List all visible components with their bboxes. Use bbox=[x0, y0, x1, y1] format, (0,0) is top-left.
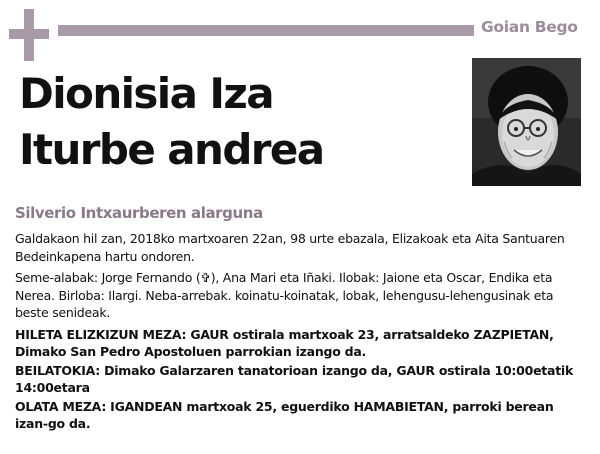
death-paragraph: Galdakaon hil zan, 2018ko martxoaren 22an, 98 urte ebazala, Elizakoak eta Aita Santuaren Bedeinkapena hartu ondoren. bbox=[15, 231, 565, 264]
portrait-photo bbox=[472, 58, 581, 186]
portrait-illustration bbox=[472, 58, 581, 186]
wake-paragraph: BEILATOKIA: Dimako Galarzaren tanatorioan izango da, GAUR ostirala 10:00etatik 14:00etara bbox=[15, 362, 574, 395]
widow-of-subtitle: Silverio Intxaurberen alarguna bbox=[15, 204, 263, 222]
deceased-name-line-2: Iturbe andrea bbox=[19, 125, 324, 174]
deceased-name bbox=[19, 66, 459, 178]
funeral-paragraph: HILETA ELIZKIZUN MEZA: GAUR ostirala martxoak 23, arratsaldeko ZAZPIETAN, Dimako San Pedro Apostoluen parrokian izango da. bbox=[15, 326, 554, 359]
brand-label: Goian Bego bbox=[481, 18, 578, 36]
cross-horizontal-bar bbox=[9, 29, 49, 39]
family-paragraph: Seme-alabak: Jorge Fernando (✞), Ana Mari eta Iñaki. Ilobak: Jaione eta Oscar, Endika eta Nerea. Birloba: Ilargi. Neba-arrebak. koinatu-koinatak, lobak, lehengusu-lehengusinak eta beste senideak. bbox=[15, 270, 554, 320]
header-rule bbox=[58, 25, 474, 36]
cross-icon bbox=[9, 9, 49, 61]
deceased-name-line-1: Dionisia Iza bbox=[19, 69, 273, 118]
announcement-body bbox=[15, 230, 587, 434]
memorial-paragraph: OLATA MEZA: IGANDEAN martxoak 25, eguerdiko HAMABIETAN, parroki berean izan-go da. bbox=[15, 398, 554, 431]
